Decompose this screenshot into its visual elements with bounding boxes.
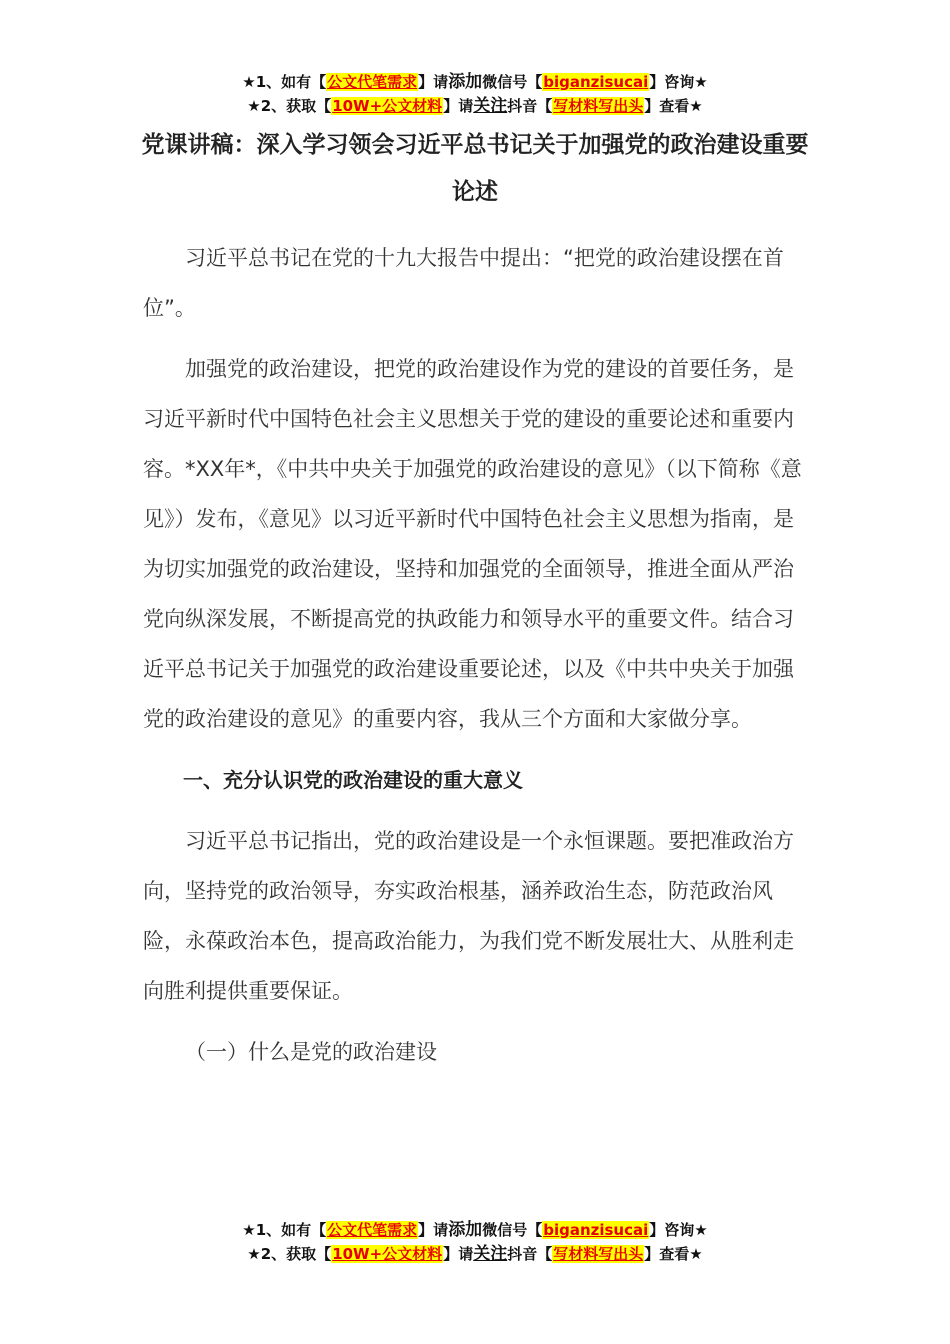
banner-text: 微信号【 — [482, 1221, 543, 1239]
paragraph: 习近平总书记指出，党的政治建设是一个永恒课题。要把准政治方向，坚持党的政治领导，夯实政治根基，涵养政治生态，防范政治风险，永葆政治本色，提高政治能力，为我们党不断发展壮大、从胜利走向胜利提供重要保证。 — [143, 829, 794, 1003]
banner-line-1 — [0, 70, 950, 94]
banner-text: 】查看★ — [644, 97, 703, 115]
banner-text: 】请 — [443, 1245, 474, 1263]
paragraph: 习近平总书记在党的十九大报告中提出：“把党的政治建设摆在首位”。 — [143, 246, 784, 320]
banner-text: ★2、获取【 — [247, 97, 332, 115]
banner-text: ★2、获取【 — [247, 1245, 332, 1263]
banner-line-2 — [0, 1242, 950, 1266]
banner-text: 关注 — [473, 96, 508, 116]
highlight-service: 公文代笔需求 — [327, 1221, 418, 1239]
paragraph: 加强党的政治建设，把党的政治建设作为党的建设的首要任务，是习近平新时代中国特色社会主义思想关于党的建设的重要论述和重要内容。*XX年*，《中共中央关于加强党的政治建设的意见》（以下简称《意见》）发布，《意见》以习近平新时代中国特色社会主义思想为指南，是为切实加强党的政治建设，坚持和加强党的全面领导，推进全面从严治党向纵深发展，不断提高党的执政能力和领导水平的重要文件。结合习近平总书记关于加强党的政治建设重要论述，以及《中共中央关于加强党的政治建设的意见》的重要内容，我从三个方面和大家做分享。 — [143, 357, 802, 731]
banner-text: 关注 — [473, 1244, 508, 1264]
banner-text: 】咨询★ — [649, 73, 708, 91]
banner-text: 添加 — [448, 72, 483, 92]
banner-line-2 — [0, 94, 950, 118]
banner-text: 】请 — [443, 97, 474, 115]
banner-text: ★1、如有【 — [242, 73, 327, 91]
highlight-service: 公文代笔需求 — [327, 73, 418, 91]
bottom-banner — [0, 1218, 950, 1266]
top-banner — [0, 70, 950, 118]
banner-text: 】查看★ — [644, 1245, 703, 1263]
highlight-materials: 10W+公文材料 — [332, 97, 443, 115]
banner-text: 】请 — [418, 73, 449, 91]
highlight-douyin: 写材料写出头 — [553, 1245, 644, 1263]
banner-text: 微信号【 — [482, 73, 543, 91]
banner-text: ★1、如有【 — [242, 1221, 327, 1239]
banner-text: 抖音【 — [507, 97, 553, 115]
document-title: 党课讲稿：深入学习领会习近平总书记关于加强党的政治建设重要论述 — [141, 132, 809, 205]
highlight-douyin: 写材料写出头 — [553, 97, 644, 115]
highlight-materials: 10W+公文材料 — [332, 1245, 443, 1263]
banner-text: 】咨询★ — [649, 1221, 708, 1239]
subsection-heading: （一）什么是党的政治建设 — [185, 1040, 437, 1064]
highlight-wechat-id: biganzisucai — [543, 1221, 649, 1239]
banner-text: 添加 — [448, 1220, 483, 1240]
banner-text: 抖音【 — [507, 1245, 553, 1263]
document-body — [143, 233, 813, 1088]
section-heading: 一、充分认识党的政治建设的重大意义 — [183, 768, 523, 792]
highlight-wechat-id: biganzisucai — [543, 73, 649, 91]
banner-text: 】请 — [418, 1221, 449, 1239]
banner-line-1 — [0, 1218, 950, 1242]
